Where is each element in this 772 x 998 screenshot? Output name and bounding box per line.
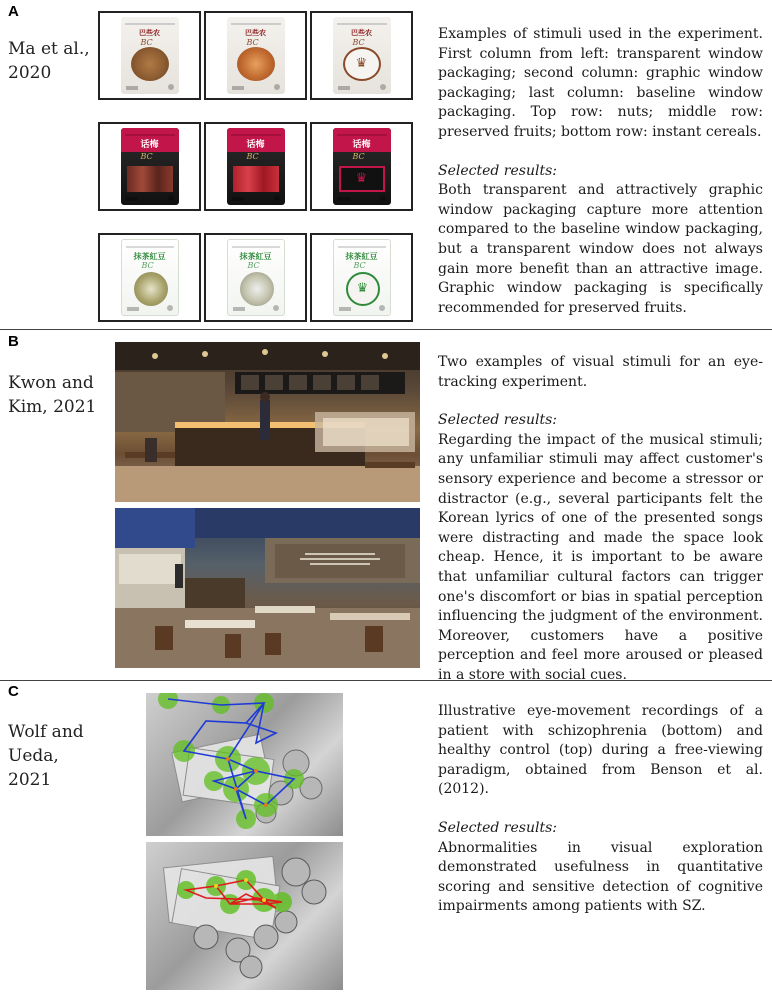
package-barcode [232,197,244,201]
package-barcode [127,307,139,311]
panel-a-description: Examples of stimuli used in the experiment. First column from left: transparent window packaging; second column: graphic window packaging; last column: baseline window packaging. Top row: nuts; middle row: preserved fruits; bottom row: instant cereals. [438,26,763,140]
package-title: 话梅 [246,140,265,150]
package-barcode [338,86,350,90]
package-nuts-transparent [98,11,201,100]
package-barcode [338,197,350,201]
cafe-photo-2 [115,508,420,668]
package-bag [121,128,179,205]
package-cereal-baseline [310,233,413,322]
panel-b-results-heading: Selected results: [438,412,557,429]
package-logo: BC [247,261,260,270]
cafe-photo-2-scene [115,508,420,668]
package-title: 话梅 [140,140,159,150]
crown-icon: ♛ [355,56,368,71]
panel-c-results: Abnormalities in visual exploration demonstrated usefulness in quantitative scoring and sensitive detection of cognitive impairments among patients with SZ. [438,839,763,915]
package-bag [333,128,391,205]
package-bag [227,17,285,94]
package-bag [227,128,285,205]
panel-a-results: Both transparent and attractively graphic window packaging capture more attention compared to the baseline window packaging, but a transparent window does not always gain more benefit than an attractive image. Graphic window packaging is specifically recommended for preserved fruits. [438,182,763,316]
package-cereal-graphic [204,233,307,322]
package-window-baseline [343,47,381,81]
package-title: 话梅 [352,140,371,150]
package-bag [227,239,285,316]
cafe-photo-1-scene [115,342,420,502]
package-bag [333,239,391,316]
package-window-baseline [346,272,380,306]
package-fruit-transparent [98,122,201,211]
package-barcode [126,86,138,90]
package-window-transparent [127,166,173,192]
package-logo: BC [246,152,259,161]
panel-c-label: C [8,683,19,700]
package-seal [274,84,280,90]
package-logo: BC [140,38,153,47]
package-bag [121,17,179,94]
package-seal [274,195,280,201]
package-logo: BC [246,38,259,47]
package-window-transparent [134,272,168,306]
crown-icon: ♛ [355,171,368,186]
eye-tracking-patient [146,842,343,990]
package-title: 巴些农 [351,29,372,37]
package-zip [125,134,175,136]
divider-a-b [0,329,772,330]
panel-a-results-heading: Selected results: [438,162,557,179]
package-logo: BC [140,152,153,161]
package-barcode [126,197,138,201]
package-cereal-transparent [98,233,201,322]
package-window-graphic [237,47,275,81]
package-zip [126,246,174,248]
package-seal [380,84,386,90]
package-fruit-baseline [310,122,413,211]
package-logo: BC [352,38,365,47]
package-seal [379,305,385,311]
package-barcode [232,86,244,90]
patient-scanpath-figure [146,842,343,990]
divider-b-c [0,680,772,681]
package-nuts-graphic [204,11,307,100]
package-barcode [233,307,245,311]
panel-c-description-block [438,702,763,917]
package-logo: BC [141,261,154,270]
package-window-graphic [233,166,279,192]
panel-c-results-heading: Selected results: [438,819,557,836]
package-seal [168,84,174,90]
package-zip [337,134,387,136]
control-scanpath-figure [146,693,343,836]
panel-c-author: Wolf and Ueda, 2021 [8,722,84,790]
package-title: 抹茶紅豆 [133,252,166,261]
panel-b-results: Regarding the impact of the musical stimuli; any unfamiliar stimuli may affect customer's sensory experience and become a stressor or distractor (e.g., several participants felt the Korean lyrics of one of the presented songs were distracting and made the space look cheap. Hence, it is important to be aware that unfamiliar cultural factors can trigger one's discomfort or bias in spatial perception influencing the judgment of the environment. Moreover, customers have a positive perception and feel more aroused or pleased in a store with social cues. [438,431,763,683]
panel-b-author: Kwon and Kim, 2021 [8,373,97,417]
panel-b-label: B [8,333,19,350]
package-title: 巴些农 [245,29,266,37]
package-window-graphic [240,272,274,306]
cafe-photo-1 [115,342,420,502]
panel-c-description: Illustrative eye-movement recordings of a patient with schizophrenia (bottom) and healthy control (top) during a free-viewing paradigm, obtained from Benson et al. (2012). [438,703,763,798]
package-zip [231,134,281,136]
package-nuts-baseline [310,11,413,100]
panel-b-description: Two examples of visual stimuli for an eye-tracking experiment. [438,354,763,390]
package-window-transparent [131,47,169,81]
package-seal [273,305,279,311]
package-zip [338,246,386,248]
package-barcode [339,307,351,311]
crown-icon: ♛ [356,281,369,296]
package-logo: BC [352,152,365,161]
package-seal [167,305,173,311]
package-logo: BC [353,261,366,270]
panel-a-label: A [8,3,19,20]
panel-a-author: Ma et al., 2020 [8,39,90,83]
panel-b-description-block [438,353,763,686]
package-title: 抹茶紅豆 [239,252,272,261]
panel-a-description-block [438,25,763,318]
eye-tracking-control [146,693,343,836]
package-zip [231,23,281,25]
package-seal [168,195,174,201]
package-title: 抹茶紅豆 [345,252,378,261]
package-bag [121,239,179,316]
package-window-baseline [339,166,385,192]
package-zip [337,23,387,25]
package-zip [232,246,280,248]
package-title: 巴些农 [139,29,160,37]
package-seal [380,195,386,201]
package-fruit-graphic [204,122,307,211]
package-bag [333,17,391,94]
package-zip [125,23,175,25]
